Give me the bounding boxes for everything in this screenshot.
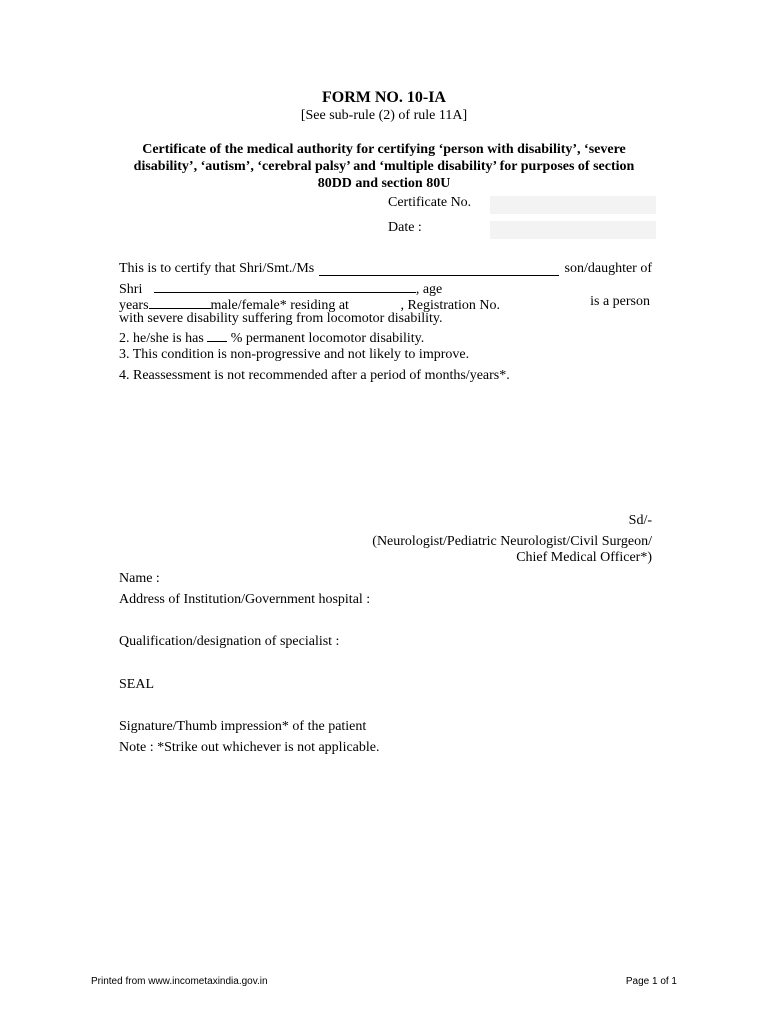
seal-label: SEAL	[119, 677, 154, 692]
certificate-no-field[interactable]	[490, 196, 656, 214]
gender-residence-text: male/female* residing at	[210, 298, 349, 313]
certify-text: This is to certify that Shri/Smt./Ms	[119, 261, 315, 276]
permanent-disability-text: % permanent locomotor disability.	[230, 331, 425, 346]
form-subtitle: [See sub-rule (2) of rule 11A]	[300, 108, 468, 123]
form-heading	[0, 141, 768, 192]
shri-text: Shri	[119, 282, 143, 297]
signature-label: Signature/Thumb impression* of the patient	[119, 719, 367, 734]
body-line-6: 3. This condition is non-progressive and not likely to improve.	[119, 347, 470, 362]
disability-percent-text: 2. he/she is has	[119, 331, 204, 346]
form-title: FORM NO. 10-IA	[322, 89, 446, 106]
date-field[interactable]	[490, 221, 656, 239]
person-name-blank[interactable]	[319, 261, 559, 276]
body-line-1	[119, 261, 652, 277]
authority-line-1: (Neurologist/Pediatric Neurologist/Civil Surgeon/	[372, 534, 652, 549]
certificate-no-label: Certificate No.	[388, 195, 472, 210]
note-text: Note : *Strike out whichever is not applicable.	[119, 740, 380, 755]
is-person-text: is a person	[590, 294, 650, 309]
sd-text: Sd/-	[628, 513, 652, 528]
authority-line-2: Chief Medical Officer*)	[516, 550, 652, 565]
body-line-7: 4. Reassessment is not recommended after a period of months/years*.	[119, 368, 510, 383]
parent-name-blank[interactable]	[154, 278, 416, 293]
heading-line-2: disability’, ‘autism’, ‘cerebral palsy’ and ‘multiple disability’ for purposes of section	[133, 159, 635, 174]
footer-page-number: Page 1 of 1	[625, 976, 677, 987]
heading-line-3: 80DD and section 80U	[317, 176, 451, 191]
name-label: Name :	[119, 571, 160, 586]
percent-blank[interactable]	[207, 327, 227, 342]
registration-text: , Registration No.	[400, 298, 500, 313]
date-label: Date :	[388, 220, 422, 235]
body-line-5	[119, 327, 652, 347]
footer-source: Printed from www.incometaxindia.gov.in	[91, 976, 268, 987]
body-line-4: with severe disability suffering from locomotor disability.	[119, 311, 443, 326]
years-text: years	[119, 298, 149, 313]
age-text: , age	[415, 282, 443, 297]
heading-line-1: Certificate of the medical authority for certifying ‘person with disability’, ‘severe	[142, 142, 626, 157]
years-blank[interactable]	[149, 294, 211, 309]
qualification-label: Qualification/designation of specialist :	[119, 634, 340, 649]
address-label: Address of Institution/Government hospital :	[119, 592, 371, 607]
relation-text: son/daughter of	[564, 261, 652, 276]
